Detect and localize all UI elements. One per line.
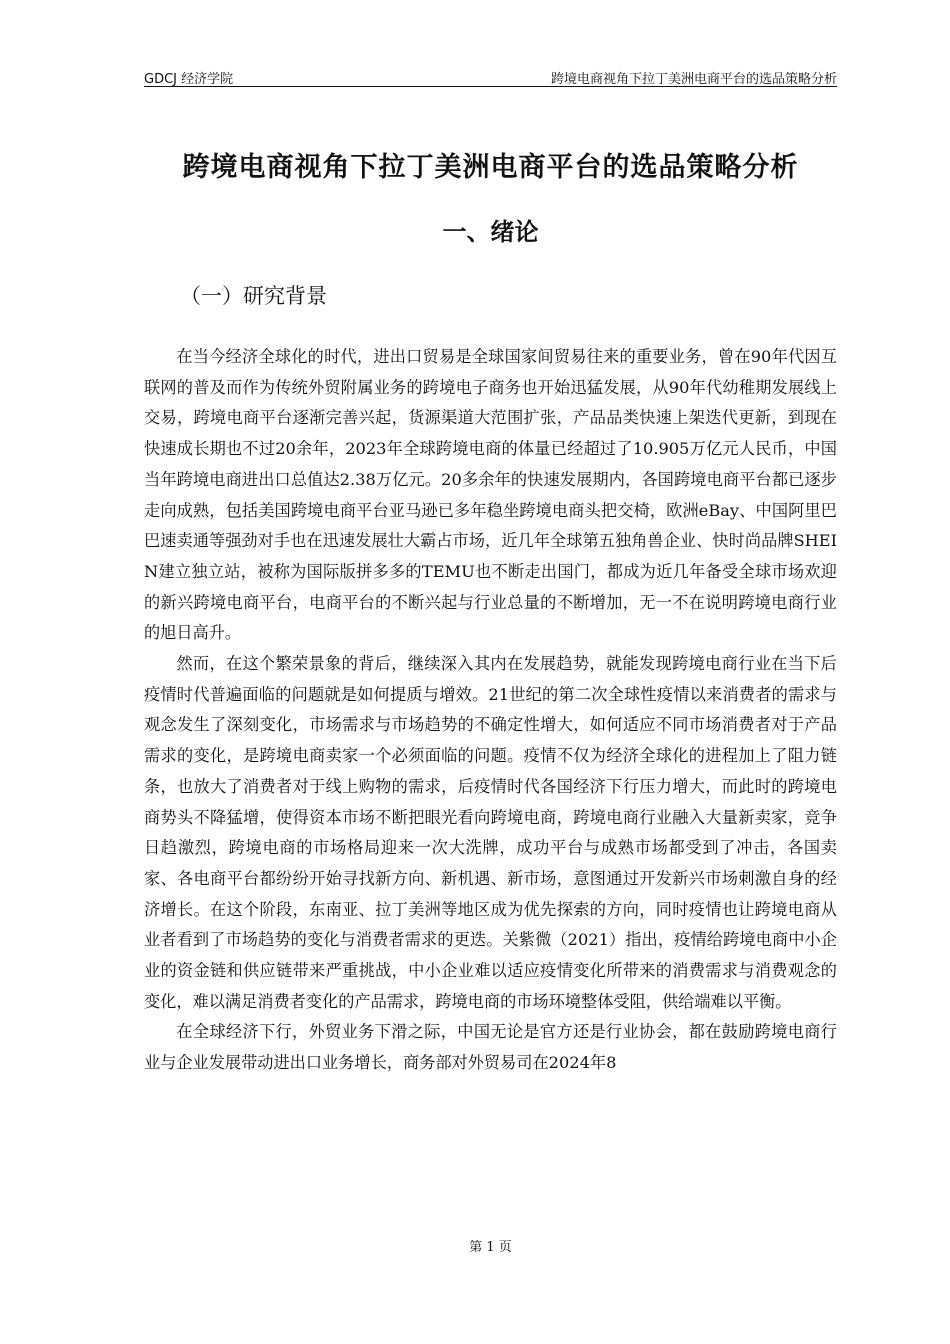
body-text [144, 342, 837, 1079]
header-running-title: 跨境电商视角下拉丁美洲电商平台的选品策略分析 [550, 72, 837, 87]
page-header [144, 64, 837, 87]
chapter-heading: 一、绪论 [442, 218, 539, 246]
document-title: 跨境电商视角下拉丁美洲电商平台的选品策略分析 [182, 152, 799, 183]
paragraph: 在当今经济全球化的时代，进出口贸易是全球国家间贸易往来的重要业务，曾在90年代因互联网的普及而作为传统外贸附属业务的跨境电子商务也开始迅猛发展，从90年代幼稚期发展线上交易，跨境电商平台逐渐完善兴起，货源渠道大范围扩张，产品品类快速上架迭代更新，到现在快速成长期也不过20余年，2023年全球跨境电商的体量已经超过了10.905万亿元人民币，中国当年跨境电商进出口总值达2.38万亿元。20多余年的快速发展期内，各国跨境电商平台都已逐步走向成熟，包括美国跨境电商平台亚马逊已多年稳坐跨境电商头把交椅，欧洲eBay、中国阿里巴巴速卖通等强劲对手也在迅速发展壮大霸占市场，近几年全球第五独角兽企业、快时尚品牌SHEIN建立独立站，被称为国际版拼多多的TEMU也不断走出国门，都成为近几年备受全球市场欢迎的新兴跨境电商平台，电商平台的不断兴起与行业总量的不断增加，无一不在说明跨境电商行业的旭日高升。 [144, 347, 837, 643]
page-number: 第 1 页 [469, 1240, 512, 1255]
paragraph: 然而，在这个繁荣景象的背后，继续深入其内在发展趋势，就能发现跨境电商行业在当下后疫情时代普遍面临的问题就是如何提质与增效。21世纪的第二次全球性疫情以来消费者的需求与观念发生了深刻变化，市场需求与市场趋势的不确定性增大，如何适应不同市场消费者对于产品需求的变化，是跨境电商卖家一个必须面临的问题。疫情不仅为经济全球化的进程加上了阻力链条，也放大了消费者对于线上购物的需求，后疫情时代各国经济下行压力增大，而此时的跨境电商势头不降猛增，使得资本市场不断把眼光看向跨境电商，跨境电商行业融入大量新卖家，竞争日趋激烈，跨境电商的市场格局迎来一次大洗牌，成功平台与成熟市场都受到了冲击，各国卖家、各电商平台都纷纷开始寻找新方向、新机遇、新市场，意图通过开发新兴市场刺激自身的经济增长。在这个阶段，东南亚、拉丁美洲等地区成为优先探索的方向，同时疫情也让跨境电商从业者看到了市场趋势的变化与消费者需求的更迭。关紫微（2021）指出，疫情给跨境电商中小企业的资金链和供应链带来严重挑战，中小企业难以适应疫情变化所带来的消费需求与消费观念的变化，难以满足消费者变化的产品需求，跨境电商的市场环境整体受阻，供给端难以平衡。 [144, 654, 837, 1011]
header-institution: GDCJ 经济学院 [144, 72, 234, 87]
paragraph: 在全球经济下行，外贸业务下滑之际，中国无论是官方还是行业协会，都在鼓励跨境电商行业与企业发展带动进出口业务增长，商务部对外贸易司在2024年8 [144, 1022, 837, 1073]
section-heading: （一）研究背景 [180, 284, 327, 308]
